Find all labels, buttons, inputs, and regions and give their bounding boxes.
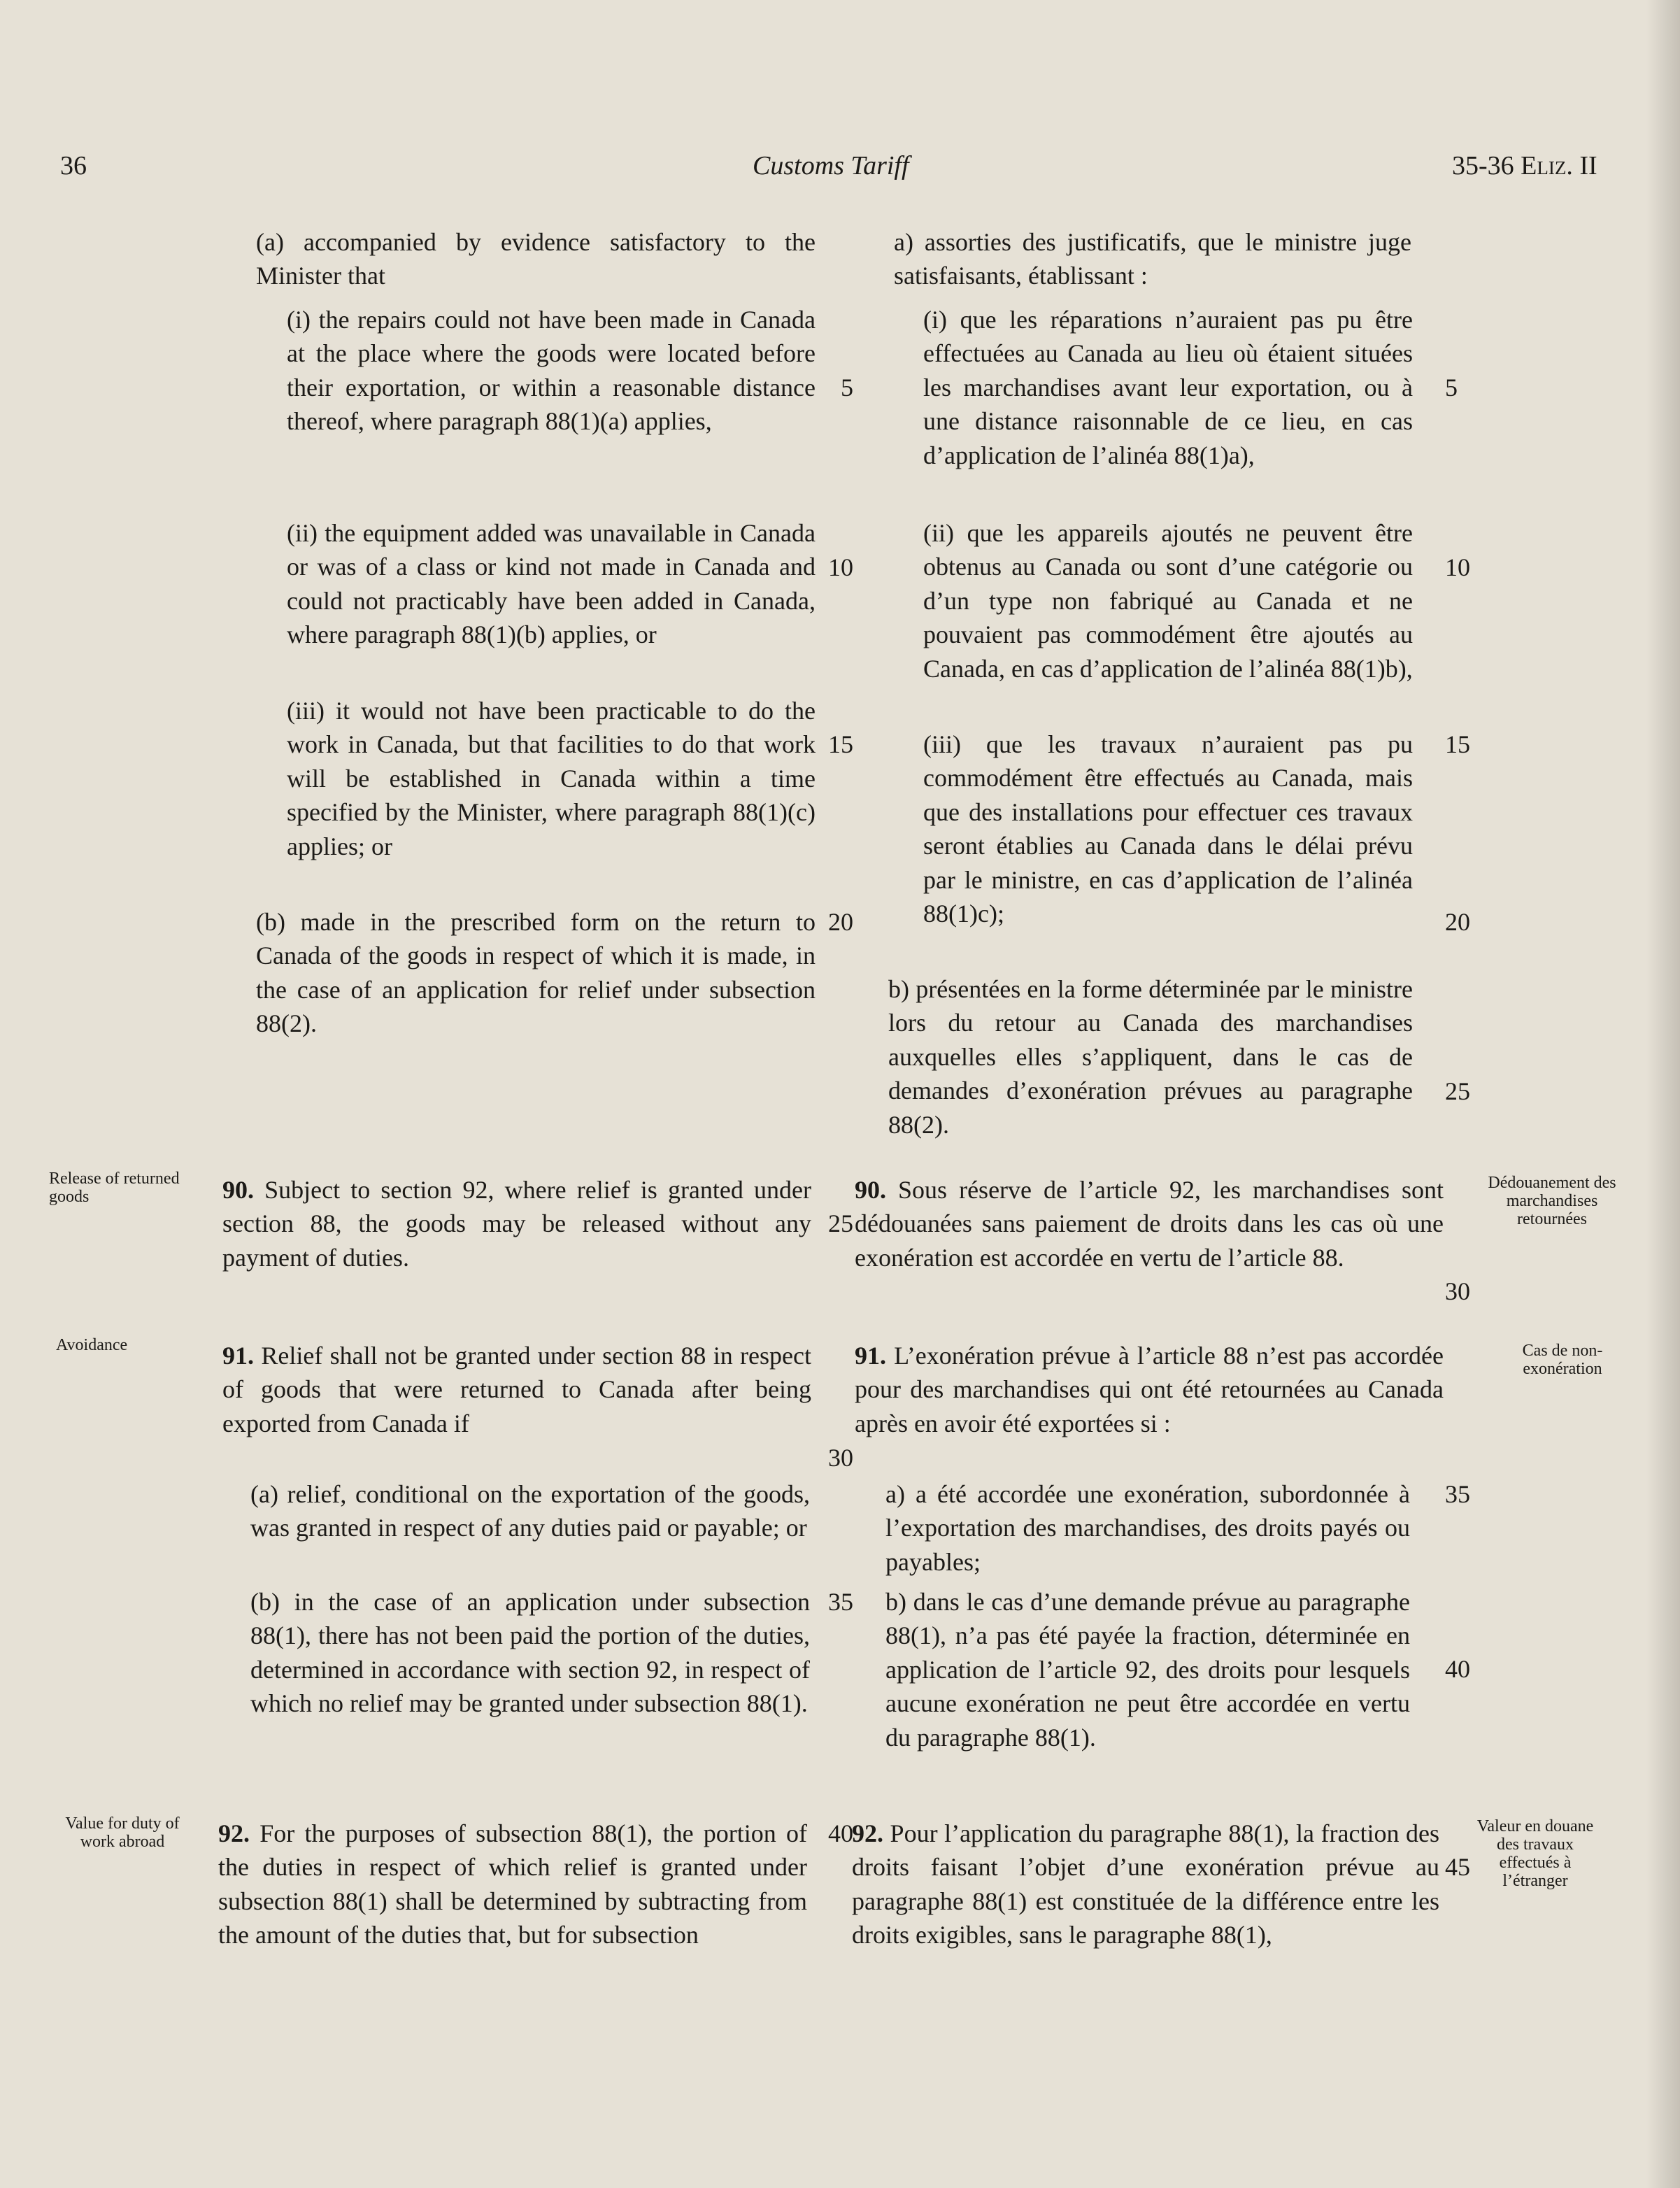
french-section-90 — [855, 1173, 1444, 1274]
line-number: 45 — [1445, 1853, 1470, 1881]
french-item-iii — [923, 727, 1413, 930]
english-section-91-b-text: (b) in the case of an application under subsection 88(1), there has not been paid the portion of the duties, determined in accordance with section 92, in respect of which no relief may be granted under subsection 88(1). — [250, 1588, 810, 1718]
english-section-92 — [218, 1817, 807, 1952]
line-number: 20 — [1445, 908, 1470, 936]
page-edge-shadow — [1646, 0, 1680, 2188]
french-para-b — [888, 972, 1413, 1142]
english-item-i-text: (i) the repairs could not have been made in Canada at the place where the goods were located before their exportation, or within a reasonable distance thereof, where paragraph 88(1)(a) applies, — [287, 306, 816, 436]
line-number: 10 — [828, 553, 853, 581]
french-para-a: a) assorties des justificatifs, que le ministre juge satisfaisants, établissant : — [894, 228, 1411, 290]
english-section-91-text: Relief shall not be granted under section 88 in respect of goods that were returned to Canada after being exported from Canada if — [222, 1342, 811, 1437]
english-item-iii — [287, 694, 816, 863]
french-section-91-b — [885, 1585, 1410, 1754]
margin-note-dedouanement: Dédouanement des marchandises retournées — [1488, 1174, 1616, 1228]
section-92-number-fr: 92. — [852, 1819, 883, 1847]
line-number: 40 — [828, 1819, 853, 1847]
french-item-iii-text: (iii) que les travaux n’auraient pas pu commodément être effectués au Canada, mais que des installations pour effectuer ces travaux seront établies au Canada dans le délai prévu par le ministre, en cas d’application de l’alinéa 88(1)c); — [923, 730, 1413, 928]
english-item-iii-text: (iii) it would not have been practicable to do the work in Canada, but that facilities to do that work will be established in Canada within a time specified by the Minister, where paragraph 88(1)(c) applies; or — [287, 697, 816, 860]
french-section-91-a — [885, 1477, 1410, 1579]
line-number: 10 — [1445, 553, 1470, 581]
english-para-b-text: (b) made in the prescribed form on the return to Canada of the goods in respect of which it is made, in the case of an application for relief under subsection 88(2). — [256, 908, 816, 1038]
english-item-i — [287, 303, 816, 439]
french-section-91-b-text: b) dans le cas d’une demande prévue au paragraphe 88(1), n’a pas été payée la fraction, déterminée en application de l’article 92, des droits pour lesquels aucune exonération ne peut être accordée en vertu du paragraphe 88(1). — [885, 1588, 1410, 1752]
line-number: 25 — [828, 1209, 853, 1237]
page-number: 36 — [60, 151, 87, 180]
french-section-90-text: Sous réserve de l’article 92, les marchandises sont dédouanées sans paiement de droits dans les cas où une exonération est accordée en vertu de l’article 88. — [855, 1176, 1444, 1272]
line-number: 35 — [828, 1588, 853, 1616]
line-number: 35 — [1445, 1480, 1470, 1508]
line-number: 30 — [1445, 1277, 1470, 1305]
line-number: 30 — [828, 1444, 853, 1472]
french-section-91 — [855, 1339, 1444, 1440]
english-section-91-a-text: (a) relief, conditional on the exportation of the goods, was granted in respect of any duties paid or payable; or — [250, 1480, 810, 1542]
french-item-i — [923, 303, 1413, 472]
english-section-91-b — [250, 1585, 810, 1721]
running-title: Customs Tariff — [753, 151, 909, 180]
line-number: 25 — [1445, 1077, 1470, 1105]
french-para-b-text: b) présentées en la forme déterminée par le ministre lors du retour au Canada des marchandises auxquelles elles s’appliquent, dans le cas de demandes d’exonération prévues au paragraphe 88(2). — [888, 975, 1413, 1139]
margin-note-release-of-returned-goods: Release of returned goods — [49, 1170, 180, 1206]
line-number: 5 — [1445, 374, 1458, 402]
running-year: 35-36 Eliz. II — [1452, 151, 1597, 180]
english-subsection-a — [256, 225, 816, 293]
french-section-91-a-text: a) a été accordée une exonération, subordonnée à l’exportation des marchandises, des droits payés ou payables; — [885, 1480, 1410, 1576]
english-item-ii-text: (ii) the equipment added was unavailable in Canada or was of a class or kind not made in Canada and could not practicably have been added in Canada, where paragraph 88(1)(b) applies, or — [287, 519, 816, 649]
line-number: 20 — [828, 908, 853, 936]
line-number: 15 — [1445, 730, 1470, 758]
french-subsection-a — [894, 225, 1411, 293]
english-para-b — [256, 905, 816, 1041]
english-section-92-text: For the purposes of subsection 88(1), the portion of the duties in respect of which relief is granted under subsection 88(1) shall be determined by subtracting from the amount of the duties that, but for subsection — [218, 1819, 807, 1949]
show-through-text — [748, 123, 755, 152]
line-number: 15 — [828, 730, 853, 758]
english-section-91 — [222, 1339, 811, 1440]
line-number: 40 — [1445, 1655, 1470, 1683]
section-91-number: 91. — [222, 1342, 254, 1370]
english-item-ii — [287, 516, 816, 652]
french-item-ii — [923, 516, 1413, 685]
line-number: 5 — [841, 374, 853, 402]
french-section-92 — [852, 1817, 1439, 1952]
section-90-number-fr: 90. — [855, 1176, 886, 1204]
english-section-90 — [222, 1173, 811, 1274]
english-section-91-a — [250, 1477, 810, 1545]
section-91-number-fr: 91. — [855, 1342, 886, 1370]
english-para-a: (a) accompanied by evidence satisfactory to the Minister that — [256, 228, 816, 290]
section-90-number: 90. — [222, 1176, 254, 1204]
english-section-90-text: Subject to section 92, where relief is granted under section 88, the goods may be released without any payment of duties. — [222, 1176, 811, 1272]
french-section-91-text: L’exonération prévue à l’article 88 n’est pas accordée pour des marchandises qui ont été retournées au Canada après en avoir été exportées si : — [855, 1342, 1444, 1437]
french-section-92-text: Pour l’application du paragraphe 88(1), la fraction des droits faisant l’objet d’une exonération prévue au paragraphe 88(1) est constituée de la différence entre les droits exigibles, sans le paragraphe 88(1), — [852, 1819, 1440, 1949]
section-92-number: 92. — [218, 1819, 250, 1847]
margin-note-avoidance: Avoidance — [56, 1336, 128, 1354]
margin-note-value-for-duty: Value for duty of work abroad — [65, 1814, 180, 1851]
margin-note-cas-de-non-exoneration: Cas de non-exonération — [1522, 1342, 1603, 1378]
margin-note-valeur-en-douane: Valeur en douane des travaux effectués à l’étranger — [1476, 1817, 1594, 1890]
french-item-ii-text: (ii) que les appareils ajoutés ne peuvent être obtenus au Canada ou sont d’une catégorie ou d’un type non fabriqué au Canada et ne pouvaient pas commodément être ajoutés au Canada, en cas d’application de l’alinéa 88(1)b), — [923, 519, 1413, 683]
french-item-i-text: (i) que les réparations n’auraient pas pu être effectuées au Canada au lieu où étaient situées les marchandises avant leur exportation, ou à une distance raisonnable de ce lieu, en cas d’application de l’alinéa 88(1)a), — [923, 306, 1413, 469]
